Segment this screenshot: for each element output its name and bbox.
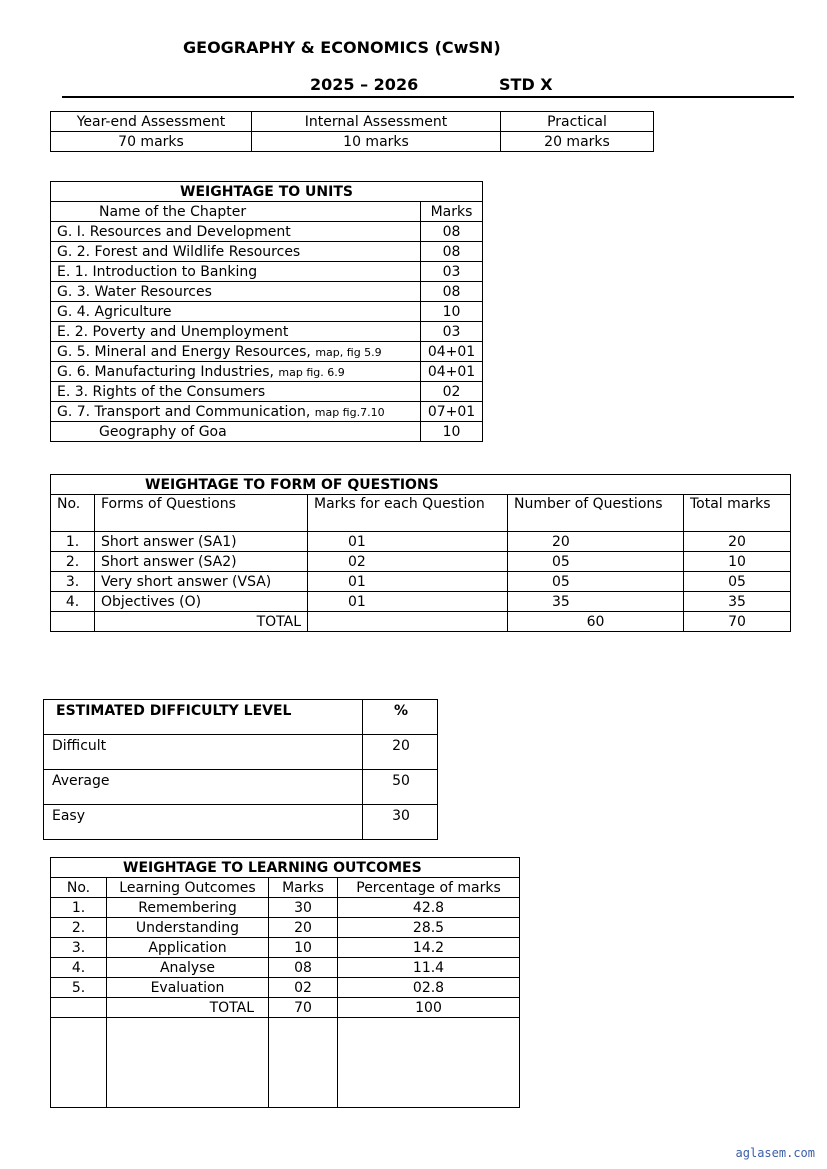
chapter-marks: 08: [421, 222, 483, 242]
table-header-cell: No.: [51, 495, 95, 532]
chapter-map-note: map fig. 6.9: [278, 365, 345, 379]
chapter-name: G. I. Resources and Development: [57, 223, 291, 240]
total-percentage: 100: [338, 998, 520, 1018]
outcome-percentage: 11.4: [338, 958, 520, 978]
total-marks: 10: [684, 552, 791, 572]
academic-year: 2025 – 2026: [310, 75, 419, 94]
chapter-map-note: map fig.7.10: [314, 405, 385, 419]
table-row: [51, 342, 483, 362]
difficulty-table: [43, 699, 438, 840]
question-form: Short answer (SA2): [95, 552, 308, 572]
chapter-name-cell: [51, 362, 421, 382]
learning-outcome: Understanding: [107, 918, 269, 938]
table-header-cell: Internal Assessment: [252, 112, 501, 132]
table-title: WEIGHTAGE TO UNITS: [51, 182, 483, 202]
chapter-marks: 07+01: [421, 402, 483, 422]
row-number: 4.: [51, 592, 95, 612]
difficulty-level: Average: [44, 770, 363, 805]
chapter-name-cell: [51, 382, 421, 402]
table-title-row: [51, 182, 483, 202]
chapter-name: G. 2. Forest and Wildlife Resources: [57, 243, 301, 260]
table-row: [51, 282, 483, 302]
table-header-cell: Forms of Questions: [95, 495, 308, 532]
question-count: 05: [508, 552, 684, 572]
total-marks: 35: [684, 592, 791, 612]
row-number: 5.: [51, 978, 107, 998]
table-header-cell: Year-end Assessment: [51, 112, 252, 132]
table-row: [51, 592, 791, 612]
table-cell: 10 marks: [252, 132, 501, 152]
header-divider: [62, 96, 794, 98]
table-row: [51, 978, 520, 998]
learning-outcome: Analyse: [107, 958, 269, 978]
chapter-name-cell: [51, 242, 421, 262]
outcome-marks: 10: [269, 938, 338, 958]
table-header-cell: Practical: [501, 112, 654, 132]
table-title: WEIGHTAGE TO LEARNING OUTCOMES: [51, 858, 520, 878]
table-row: [51, 422, 483, 442]
learning-outcome: Evaluation: [107, 978, 269, 998]
chapter-name-cell: [51, 302, 421, 322]
row-number: 2.: [51, 552, 95, 572]
chapter-marks: 10: [421, 302, 483, 322]
question-count: 35: [508, 592, 684, 612]
row-number: 4.: [51, 958, 107, 978]
table-header-cell: Marks: [421, 202, 483, 222]
question-form: Short answer (SA1): [95, 532, 308, 552]
marks-each: 01: [308, 532, 508, 552]
standard-label: STD X: [499, 75, 553, 94]
outcome-marks: 20: [269, 918, 338, 938]
chapter-name-cell: [51, 402, 421, 422]
table-row: [51, 112, 654, 132]
table-header-cell: Marks: [269, 878, 338, 898]
outcome-percentage: 02.8: [338, 978, 520, 998]
table-row: [51, 918, 520, 938]
chapter-marks: 02: [421, 382, 483, 402]
chapter-marks: 08: [421, 242, 483, 262]
table-row: [51, 302, 483, 322]
chapter-name: E. 2. Poverty and Unemployment: [57, 323, 289, 340]
table-row: [51, 262, 483, 282]
row-number: 2.: [51, 918, 107, 938]
outcome-marks: 02: [269, 978, 338, 998]
marks-each: 01: [308, 572, 508, 592]
table-row: [51, 202, 483, 222]
outcome-marks: 08: [269, 958, 338, 978]
difficulty-percentage: 30: [363, 805, 438, 840]
table-header-cell: Learning Outcomes: [107, 878, 269, 898]
total-marks: 05: [684, 572, 791, 592]
chapter-name-cell: [51, 222, 421, 242]
chapter-name: G. 4. Agriculture: [57, 303, 172, 320]
question-count: 05: [508, 572, 684, 592]
row-number: 1.: [51, 532, 95, 552]
table-header-cell: Name of the Chapter: [51, 202, 421, 222]
table-row: [51, 242, 483, 262]
table-row: [44, 770, 438, 805]
table-row: [51, 382, 483, 402]
chapter-name-cell: [51, 422, 421, 442]
difficulty-level: Easy: [44, 805, 363, 840]
total-label: TOTAL: [107, 998, 269, 1018]
total-count: 60: [508, 612, 684, 632]
chapter-marks: 04+01: [421, 342, 483, 362]
table-row: [51, 552, 791, 572]
chapter-name: G. 5. Mineral and Energy Resources,: [57, 343, 311, 360]
chapter-marks: 08: [421, 282, 483, 302]
outcome-percentage: 42.8: [338, 898, 520, 918]
chapter-marks: 03: [421, 262, 483, 282]
outcome-percentage: 14.2: [338, 938, 520, 958]
table-row: [51, 878, 520, 898]
table-title-row: [51, 475, 791, 495]
table-header-cell: Percentage of marks: [338, 878, 520, 898]
assessment-table: [50, 111, 654, 152]
row-number: 3.: [51, 572, 95, 592]
chapter-name-cell: [51, 342, 421, 362]
total-marks: 20: [684, 532, 791, 552]
row-number: 1.: [51, 898, 107, 918]
question-forms-table: [50, 474, 791, 632]
chapter-name: Geography of Goa: [99, 423, 227, 440]
learning-outcomes-table: [50, 857, 520, 1108]
learning-outcome: Application: [107, 938, 269, 958]
chapter-name: G. 7. Transport and Communication,: [57, 403, 311, 420]
table-row: [51, 495, 791, 532]
table-row: [51, 572, 791, 592]
table-row: [51, 322, 483, 342]
chapter-marks: 04+01: [421, 362, 483, 382]
learning-outcome: Remembering: [107, 898, 269, 918]
chapter-marks: 10: [421, 422, 483, 442]
table-row: [51, 402, 483, 422]
table-row: [51, 532, 791, 552]
chapter-name: E. 3. Rights of the Consumers: [57, 383, 266, 400]
total-label: TOTAL: [95, 612, 308, 632]
table-row: [44, 735, 438, 770]
chapter-name: G. 3. Water Resources: [57, 283, 212, 300]
total-row: [51, 998, 520, 1018]
question-form: Objectives (O): [95, 592, 308, 612]
table-cell: 70 marks: [51, 132, 252, 152]
difficulty-percentage: 50: [363, 770, 438, 805]
chapter-name-cell: [51, 262, 421, 282]
chapter-map-note: map, fig 5.9: [315, 345, 382, 359]
table-title-row: [51, 858, 520, 878]
outcome-marks: 30: [269, 898, 338, 918]
page-title: GEOGRAPHY & ECONOMICS (CwSN): [183, 38, 501, 57]
total-marks: 70: [684, 612, 791, 632]
table-header-cell: No.: [51, 878, 107, 898]
units-table: [50, 181, 483, 442]
site-watermark: aglasem.com: [735, 1146, 815, 1160]
question-count: 20: [508, 532, 684, 552]
chapter-name: G. 6. Manufacturing Industries,: [57, 363, 274, 380]
question-form: Very short answer (VSA): [95, 572, 308, 592]
table-header-cell: ESTIMATED DIFFICULTY LEVEL: [44, 700, 363, 735]
table-title: WEIGHTAGE TO FORM OF QUESTIONS: [51, 475, 791, 495]
table-cell: 20 marks: [501, 132, 654, 152]
table-row: [51, 132, 654, 152]
row-number: 3.: [51, 938, 107, 958]
outcome-percentage: 28.5: [338, 918, 520, 938]
table-row: [51, 938, 520, 958]
table-header-cell: Total marks: [684, 495, 791, 532]
difficulty-level: Difficult: [44, 735, 363, 770]
marks-each: 01: [308, 592, 508, 612]
table-header-cell: Number of Questions: [508, 495, 684, 532]
marks-each: 02: [308, 552, 508, 572]
table-row: [51, 362, 483, 382]
table-row: [44, 700, 438, 735]
table-header-cell: Marks for each Question: [308, 495, 508, 532]
table-header-cell: %: [363, 700, 438, 735]
chapter-name-cell: [51, 282, 421, 302]
chapter-name: E. 1. Introduction to Banking: [57, 263, 258, 280]
table-row: [44, 805, 438, 840]
total-marks: 70: [269, 998, 338, 1018]
empty-row: [51, 1018, 520, 1108]
chapter-marks: 03: [421, 322, 483, 342]
table-row: [51, 222, 483, 242]
chapter-name-cell: [51, 322, 421, 342]
table-row: [51, 958, 520, 978]
total-row: [51, 612, 791, 632]
table-row: [51, 898, 520, 918]
difficulty-percentage: 20: [363, 735, 438, 770]
